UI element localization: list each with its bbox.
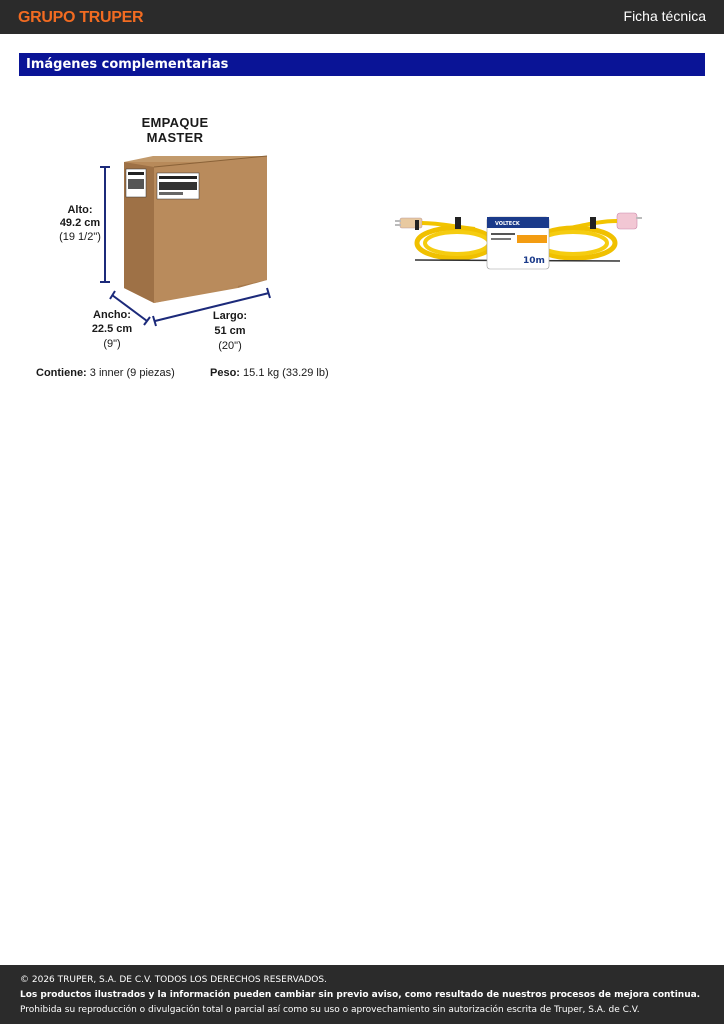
ancho-cm: 22.5 cm xyxy=(91,323,133,335)
document-title: Ficha técnica xyxy=(623,8,706,24)
pack-title: EMPAQUE MASTER xyxy=(141,115,209,145)
section-title: Imágenes complementarias xyxy=(26,57,229,72)
svg-text:10m: 10m xyxy=(523,256,545,266)
extension-cord-image xyxy=(395,205,645,275)
alto-in: (19 1/2") xyxy=(59,231,101,243)
footer-copyright: © 2026 TRUPER, S.A. DE C.V. TODOS LOS DERECHOS RESERVADOS. xyxy=(20,975,327,985)
peso-info xyxy=(210,367,329,379)
footer xyxy=(0,965,724,1024)
peso-value: 15.1 kg (33.29 lb) xyxy=(243,367,329,379)
peso-label: Peso: xyxy=(210,367,240,379)
largo-in: (20") xyxy=(218,340,242,352)
footer-notice: Los productos ilustrados y la información pueden cambiar sin previo aviso, como resultado de nuestros procesos de mejora continua. xyxy=(20,990,701,1000)
svg-text:VOLTECK: VOLTECK xyxy=(495,221,520,227)
cardboard-box-illustration xyxy=(30,105,330,390)
footer-legal: Prohibida su reproducción o divulgación total o parcial así como su uso o aprovechamiento sin autorización escrita de Truper, S.A. de C.V. xyxy=(20,1005,640,1015)
contiene-value: 3 inner (9 piezas) xyxy=(89,367,175,379)
brand-logo: GRUPO TRUPER xyxy=(18,9,144,26)
top-bar xyxy=(0,0,724,34)
section-header xyxy=(19,53,705,76)
alto-cm: 49.2 cm xyxy=(59,217,101,229)
contiene-info xyxy=(36,367,175,379)
alto-label: Alto: xyxy=(67,204,93,216)
master-pack-figure xyxy=(30,105,330,390)
ancho-label: Ancho: xyxy=(93,309,131,321)
largo-label: Largo: xyxy=(212,310,248,322)
extension-cord-illustration xyxy=(395,205,645,275)
largo-cm: 51 cm xyxy=(214,325,246,337)
contiene-label: Contiene: xyxy=(36,367,87,379)
ancho-in: (9") xyxy=(103,338,121,350)
